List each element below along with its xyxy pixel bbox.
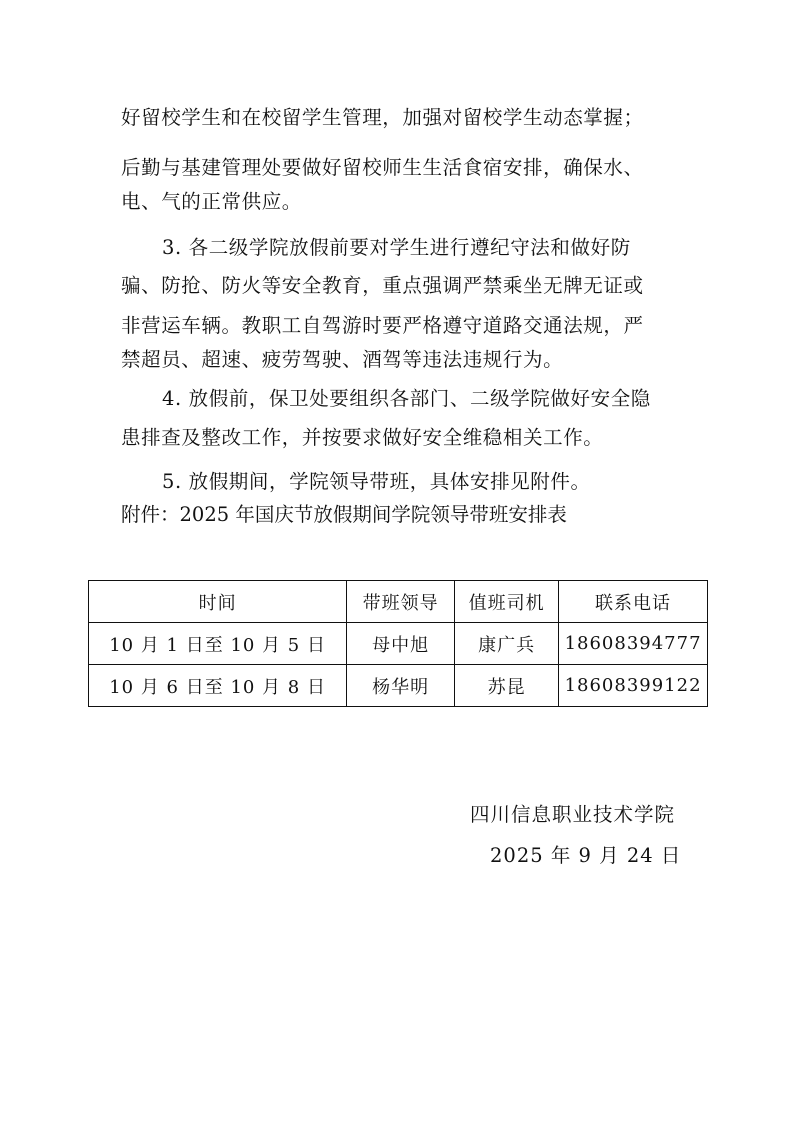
paragraph-line: 4. 放假前，保卫处要组织各部门、二级学院做好安全隐 bbox=[162, 387, 651, 410]
cell-phone: 18608394777 bbox=[559, 623, 708, 665]
duty-schedule-table bbox=[88, 580, 708, 707]
paragraph-line: 骗、防抢、防火等安全教育，重点强调严禁乘坐无牌无证或 bbox=[121, 274, 644, 297]
paragraph-line: 电、气的正常供应。 bbox=[121, 190, 302, 213]
paragraph-line: 后勤与基建管理处要做好留校师生生活食宿安排，确保水、 bbox=[121, 156, 644, 179]
table-header-row bbox=[89, 581, 708, 623]
signature-organization: 四川信息职业技术学院 bbox=[470, 803, 676, 826]
cell-driver: 苏昆 bbox=[455, 665, 559, 707]
header-leader: 带班领导 bbox=[347, 581, 455, 623]
table-row bbox=[89, 623, 708, 665]
paragraph-line: 好留校学生和在校留学生管理，加强对留校学生动态掌握； bbox=[121, 106, 644, 129]
cell-leader: 杨华明 bbox=[347, 665, 455, 707]
signature-date: 2025 年 9 月 24 日 bbox=[490, 844, 682, 867]
attachment-title: 附件：2025 年国庆节放假期间学院领导带班安排表 bbox=[121, 503, 567, 526]
cell-driver: 康广兵 bbox=[455, 623, 559, 665]
header-driver: 值班司机 bbox=[455, 581, 559, 623]
cell-time: 10 月 1 日至 10 月 5 日 bbox=[89, 623, 347, 665]
cell-leader: 母中旭 bbox=[347, 623, 455, 665]
paragraph-line: 3. 各二级学院放假前要对学生进行遵纪守法和做好防 bbox=[162, 236, 631, 259]
table-row bbox=[89, 665, 708, 707]
paragraph-line: 非营运车辆。教职工自驾游时要严格遵守道路交通法规，严 bbox=[121, 314, 644, 337]
cell-time: 10 月 6 日至 10 月 8 日 bbox=[89, 665, 347, 707]
header-time: 时间 bbox=[89, 581, 347, 623]
header-phone: 联系电话 bbox=[559, 581, 708, 623]
paragraph-line: 患排查及整改工作，并按要求做好安全维稳相关工作。 bbox=[121, 426, 604, 449]
cell-phone: 18608399122 bbox=[559, 665, 708, 707]
paragraph-line: 禁超员、超速、疲劳驾驶、酒驾等违法违规行为。 bbox=[121, 348, 564, 371]
paragraph-line: 5. 放假期间，学院领导带班，具体安排见附件。 bbox=[162, 470, 591, 493]
